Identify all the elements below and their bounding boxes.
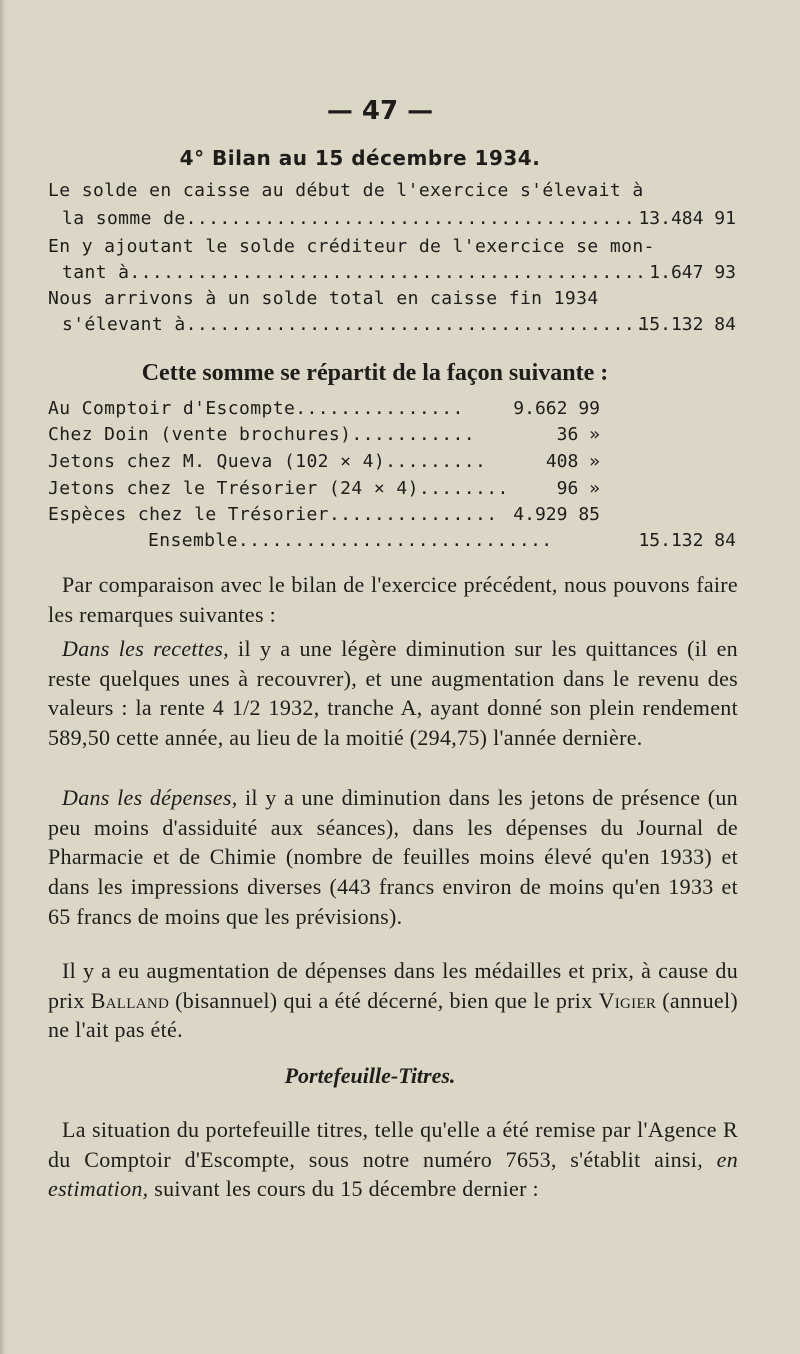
bilan-text: la somme de........................................ <box>62 208 636 229</box>
repartition-row: Au Comptoir d'Escompte............... 9.662 99 <box>48 398 600 419</box>
repartition-heading: Cette somme se répartit de la façon suivante : <box>141 360 609 386</box>
bilan-text: Nous arrivons à un solde total en caisse fin 1934 <box>48 288 599 309</box>
repartition-row: Chez Doin (vente brochures)........... 36 » <box>48 424 600 445</box>
repartition-row: Jetons chez M. Queva (102 × 4)......... 408 » <box>48 451 600 472</box>
repartition-amount: 408 » <box>545 451 600 472</box>
ensemble-amount: 15.132 84 <box>638 530 736 551</box>
paragraph-recettes: Dans les recettes, il y a une légère diminution sur les quittances (il en reste quelques unes à recouvrer), et une augmentation dans le revenu des valeurs : la rente 4 1/2 1932, tranche A, ayant donné son plein rendement 589,50 cette année, au lieu de la moitié (294,75) l'année dernière. <box>48 636 738 751</box>
bilan-amount: 13.484 91 <box>638 208 736 229</box>
bilan-text: Le solde en caisse au début de l'exercice s'élevait à <box>48 180 644 201</box>
repartition-amount: 9.662 99 <box>513 398 600 419</box>
bilan-text: tant à.............................................. <box>62 262 647 283</box>
page-edge <box>0 0 6 1354</box>
section-heading: 4° Bilan au 15 décembre 1934. <box>179 146 541 170</box>
paragraph-portefeuille: La situation du portefeuille titres, telle qu'elle a été remise par l'Agence R du Comptoir d'Escompte, sous notre numéro 7653, s'établit ainsi, en estimation, suivant les cours du 15 décembre dernier : <box>48 1117 738 1202</box>
bilan-amount: 1.647 93 <box>649 262 736 283</box>
bilan-amount: 15.132 84 <box>638 314 736 335</box>
paragraph-medailles: Il y a eu augmentation de dépenses dans les médailles et prix, à cause du prix Balland (bisannuel) qui a été décerné, bien que le prix Vigier (annuel) ne l'ait pas été. <box>48 958 738 1043</box>
bilan-line-1a <box>48 180 748 210</box>
portefeuille-title: Portefeuille-Titres. <box>284 1063 456 1088</box>
ensemble-row: Ensemble............................ 15.132 84 <box>148 530 736 551</box>
repartition-amount: 36 » <box>556 424 600 445</box>
repartition-row: Jetons chez le Trésorier (24 × 4)........ 96 » <box>48 478 600 499</box>
bilan-line-3b <box>48 314 748 344</box>
bilan-text: s'élevant à......................................... <box>62 314 647 335</box>
repartition-amount: 96 » <box>556 478 600 499</box>
repartition-row: Espèces chez le Trésorier............... 4.929 85 <box>48 504 600 525</box>
paragraph-comparison: Par comparaison avec le bilan de l'exercice précédent, nous pouvons faire les remarques suivantes : <box>48 572 738 627</box>
repartition-amount: 4.929 85 <box>513 504 600 525</box>
bilan-line-1b <box>48 208 748 238</box>
bilan-text: En y ajoutant le solde créditeur de l'exercice se mon- <box>48 236 655 257</box>
paragraph-depenses: Dans les dépenses, il y a une diminution dans les jetons de présence (un peu moins d'assiduité aux séances), dans les dépenses du Journal de Pharmacie et de Chimie (nombre de feuilles moins élevé qu'en 1933) et dans les impressions diverses (443 francs environ de moins qu'en 1933 et 65 francs de moins que les prévisions). <box>48 785 738 929</box>
page-number: — 47 — <box>326 96 434 126</box>
